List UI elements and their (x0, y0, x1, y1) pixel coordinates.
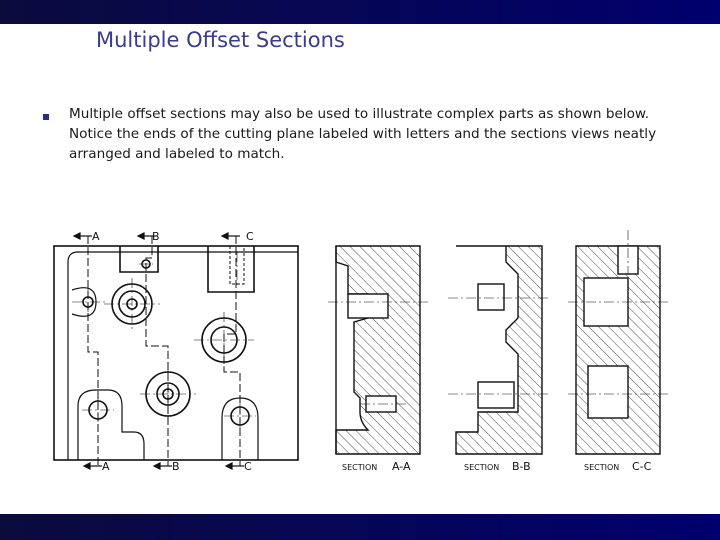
bottom-band (0, 514, 720, 540)
caption-c-prefix: SECTION (584, 463, 620, 472)
caption-a: A-A (392, 460, 411, 473)
notch-c (208, 246, 254, 292)
plane-label-b-bottom: B (172, 460, 180, 473)
plane-label-c-top: C (246, 230, 254, 243)
section-c-c (568, 230, 668, 454)
cutting-plane-b (146, 236, 168, 466)
plane-label-c-bottom: C (244, 460, 252, 473)
slide-title: Multiple Offset Sections (96, 28, 345, 52)
section-a-a (328, 246, 428, 454)
plane-label-b-top: B (152, 230, 160, 243)
front-view-outline (54, 246, 298, 460)
section-b-b (448, 246, 548, 454)
caption-a-prefix: SECTION (342, 463, 378, 472)
bullet-marker (43, 114, 49, 120)
front-view (54, 246, 298, 460)
top-band (0, 0, 720, 24)
plane-label-a-bottom: A (102, 460, 110, 473)
plane-label-a-top: A (92, 230, 100, 243)
cutting-plane-a (88, 236, 98, 466)
bullet-text: Multiple offset sections may also be used to illustrate complex parts as shown below. Notice the ends of the cutting plane labeled with letters and the sections views neatly arranged and labeled to match. (69, 106, 657, 162)
caption-c: C-C (632, 460, 652, 473)
offset-sections-figure (48, 222, 672, 478)
caption-b-prefix: SECTION (464, 463, 500, 472)
caption-b: B-B (512, 460, 531, 473)
